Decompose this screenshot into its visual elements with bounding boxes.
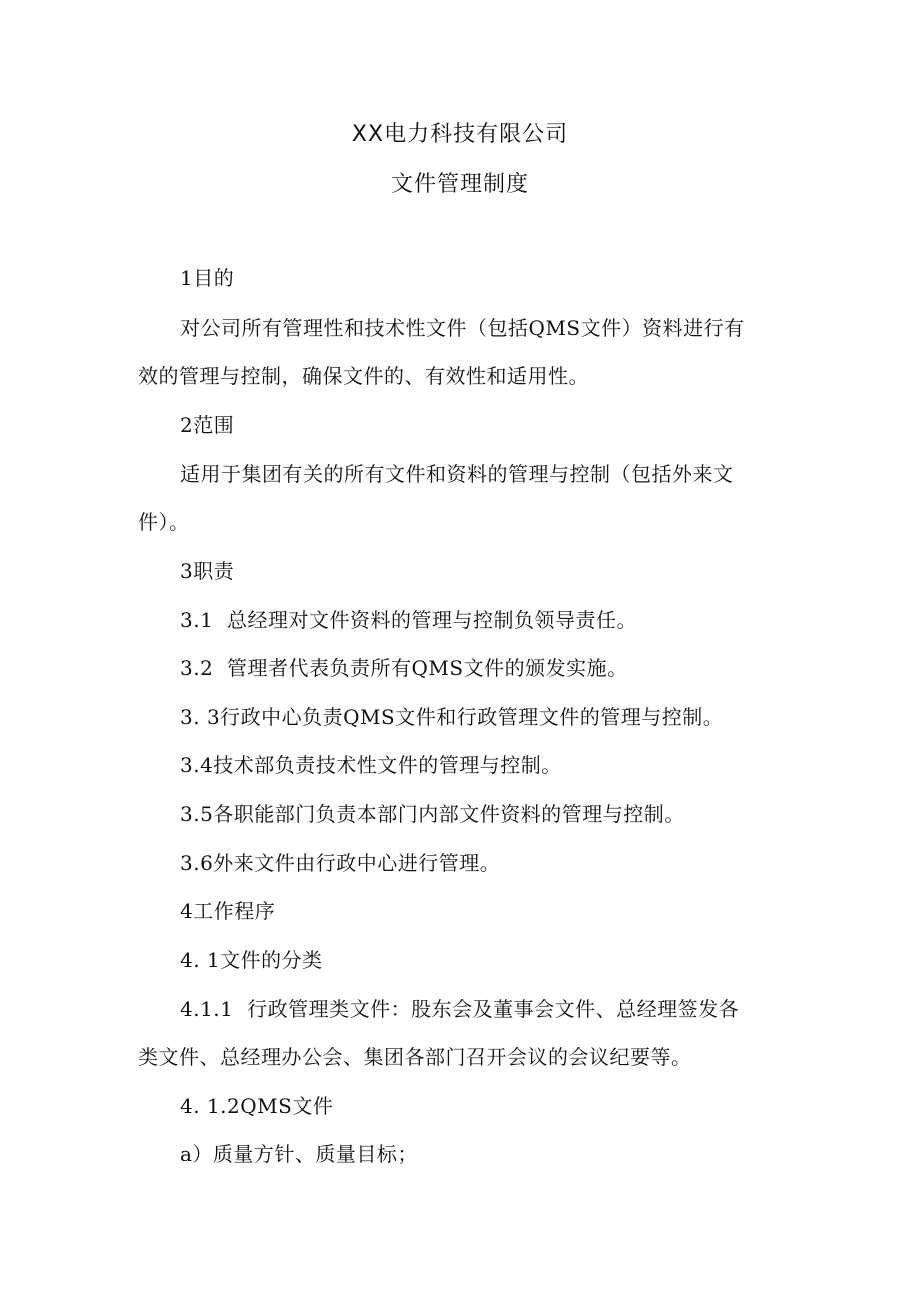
paragraph-line: 3.5各职能部门负责本部门内部文件资料的管理与控制。 [180, 802, 685, 826]
paragraph-line: 3.6外来文件由行政中心进行管理。 [180, 851, 501, 875]
paragraph-line: 件）。 [138, 510, 190, 534]
paragraph-line: 适用于集团有关的所有文件和资料的管理与控制（包括外来文 [180, 462, 734, 486]
subsection-heading: 4. 1.2QMS文件 [180, 1094, 334, 1118]
document-title: 文件管理制度 [390, 172, 529, 197]
section-heading: 1目的 [180, 266, 235, 290]
section-heading: 2范围 [180, 413, 235, 437]
paragraph-line: 3.1 总经理对文件资料的管理与控制负领导责任。 [180, 608, 638, 632]
paragraph-line: 3.2 管理者代表负责所有QMS文件的颁发实施。 [180, 656, 628, 680]
section-heading: 4工作程序 [180, 899, 276, 923]
paragraph-line: 3. 3行政中心负责QMS文件和行政管理文件的管理与控制。 [180, 705, 724, 729]
paragraph-line: 4.1.1 行政管理类文件：股东会及董事会文件、总经理签发各 [180, 997, 740, 1021]
paragraph-line: 3.4技术部负责技术性文件的管理与控制。 [180, 753, 562, 777]
company-name: XX电力科技有限公司 [351, 122, 569, 147]
paragraph-line: 效的管理与控制，确保文件的、有效性和适用性。 [138, 364, 589, 388]
subsection-heading: 4. 1文件的分类 [180, 948, 323, 972]
list-item: a）质量方针、质量目标； [180, 1142, 418, 1166]
section-heading: 3职责 [180, 559, 235, 583]
paragraph-line: 对公司所有管理性和技术性文件（包括QMS文件）资料进行有 [180, 316, 745, 340]
paragraph-line: 类文件、总经理办公会、集团各部门召开会议的会议纪要等。 [138, 1045, 692, 1069]
